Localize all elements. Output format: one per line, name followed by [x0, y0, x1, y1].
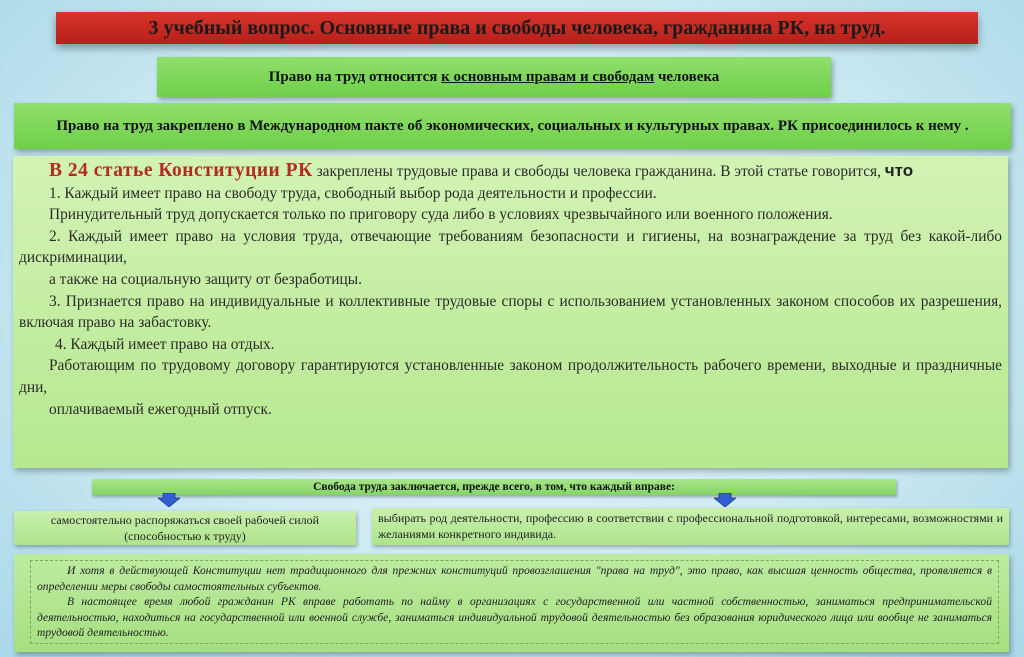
slide-title-text: 3 учебный вопрос. Основные права и свободы человека, гражданина РК, на труд.	[148, 16, 886, 39]
constitution-article-box	[13, 156, 1008, 468]
article-chto: что	[884, 161, 914, 180]
arrow-down-right-icon	[714, 493, 736, 507]
box1-underlined: к основным правам и свободам	[441, 68, 655, 85]
article-point-4c: оплачиваемый ежегодный отпуск.	[49, 400, 272, 418]
article-point-2: 2. Каждый имеет право на условия труда, отвечающие требованиям безопасности и гигиены, на вознаграждение за труд без какой-либо дискриминации,	[19, 227, 1002, 267]
article-point-2b: а также на социальную защиту от безработицы.	[49, 270, 362, 288]
profession-choice-text: выбирать род деятельности, профессию в соответствии с профессиональной подготовкой, интересами, возможностями и желаниями конкретного индивида.	[378, 511, 1003, 541]
article-intro	[19, 160, 1002, 183]
arrow-down-left-icon	[158, 493, 180, 507]
labor-force-text: самостоятельно распоряжаться своей рабочей силой (способностью к труду)	[50, 513, 320, 543]
labor-force-box	[14, 511, 356, 545]
commentary-box	[14, 554, 1009, 652]
article-point-3: 3. Признается право на индивидуальные и коллективные трудовые споры с использованием установленных законом способов их разрешения, включая право на забастовку.	[19, 292, 1002, 332]
slide-title	[56, 12, 978, 44]
article-intro-text: закреплены трудовые права и свободы человека гражданина. В этой статье говорится,	[312, 163, 885, 180]
article-point-1b: Принудительный труд допускается только по приговору суда либо в условиях чрезвычайного или военного положения.	[49, 206, 833, 224]
freedom-banner-text: Свобода труда заключается, прежде всего, в том, что каждый вправе:	[313, 481, 675, 493]
article-point-1: 1. Каждый имеет право на свободу труда, свободный выбор рода деятельности и профессии.	[49, 184, 657, 202]
commentary-paragraph-1: И хотя в действующей Конституции нет традиционного для прежних конституций провозглашения "права на труд", это право, как высшая ценность общества, проявляется в определении меры свободы самостоятельных субъектов.	[37, 564, 992, 593]
right-category-box	[157, 57, 831, 97]
box1-after: человека	[654, 68, 720, 85]
international-pact-text: Право на труд закреплено в Международном пакте об экономических, социальных и культурных правах. РК присоединилось к нему .	[56, 117, 969, 134]
article-point-4: 4. Каждый имеет право на отдых.	[55, 335, 275, 353]
commentary-inner	[30, 560, 999, 644]
article-title: В 24 статье Конституции РК	[49, 160, 313, 181]
box1-before: Право на труд относится	[268, 68, 442, 85]
international-pact-box	[14, 103, 1011, 149]
profession-choice-box	[372, 508, 1009, 545]
freedom-banner	[92, 479, 896, 495]
article-point-4b: Работающим по трудовому договору гарантируются установленные законом продолжительность рабочего времени, выходные и праздничные дни,	[19, 357, 1002, 396]
commentary-paragraph-2: В настоящее время любой гражданин РК вправе работать по найму в организациях с государственной или частной собственностью, заниматься предпринимательской деятельностью, находиться на государственной или военной службе, заниматься индивидуальной трудовой деятельностью без образования юридического лица или вообще не заниматься трудовой деятельностью.	[37, 595, 992, 640]
